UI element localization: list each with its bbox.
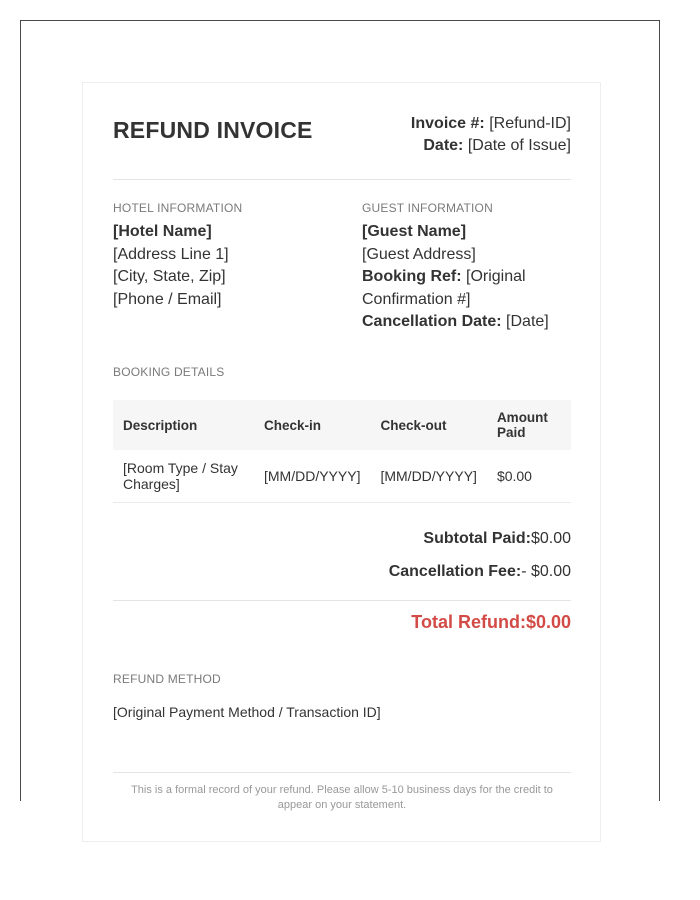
footer-text-line1: This is a formal record of your refund. Please allow 5-10 business days for the credit to [131, 784, 553, 796]
cancellation-date-line [362, 311, 571, 334]
invoice-date-value: [Date of Issue] [467, 137, 571, 154]
subtotal-label: Subtotal Paid: [423, 530, 531, 547]
guest-info-label: GUEST INFORMATION [362, 201, 493, 215]
booking-ref-line [362, 266, 571, 311]
refund-method-label: REFUND METHOD [113, 672, 221, 686]
header-check-out: Check-out [370, 400, 486, 450]
hotel-name: [Hotel Name] [113, 223, 212, 240]
row-check-in: [MM/DD/YYYY] [254, 450, 370, 503]
footer-divider [113, 772, 571, 773]
total-refund-line [411, 612, 571, 633]
hotel-contact: [Phone / Email] [113, 290, 222, 308]
refund-invoice-document [82, 82, 601, 842]
invoice-date-line [411, 135, 571, 157]
row-check-out: [MM/DD/YYYY] [370, 450, 486, 503]
header-divider [113, 179, 571, 180]
hotel-address: [Address Line 1] [113, 245, 229, 263]
cancellation-fee-label: Cancellation Fee: [388, 563, 522, 580]
footer-text-line2: appear on your statement. [277, 799, 407, 811]
invoice-number-value: [Refund-ID] [489, 115, 571, 132]
booking-table-header-row [113, 400, 571, 450]
booking-ref-label: Booking Ref: [362, 268, 462, 285]
guest-address: [Guest Address] [362, 245, 476, 263]
subtotal-value: $0.00 [530, 530, 571, 547]
cancellation-date-label: Cancellation Date: [362, 313, 502, 330]
guest-name: [Guest Name] [362, 223, 467, 240]
total-refund-label: Total Refund: [411, 612, 526, 632]
booking-table [113, 400, 571, 503]
hotel-info [113, 221, 333, 311]
cancellation-date-value: [Date] [506, 313, 549, 330]
booking-details-label: BOOKING DETAILS [113, 365, 225, 379]
hotel-city: [City, State, Zip] [113, 268, 226, 285]
subtotal-line [423, 530, 571, 548]
invoice-meta [411, 113, 571, 157]
footer-note [113, 783, 571, 813]
hotel-info-label: HOTEL INFORMATION [113, 201, 243, 215]
total-refund-value: $0.00 [525, 612, 571, 632]
header-amount-paid: Amount Paid [487, 400, 571, 450]
row-description: [Room Type / Stay Charges] [113, 450, 254, 503]
guest-info [362, 221, 571, 334]
row-amount-paid: $0.00 [487, 450, 571, 503]
booking-ref-value: [Original Confirmation #] [362, 268, 526, 308]
page-frame [20, 20, 660, 811]
totals-divider [113, 600, 571, 601]
invoice-number-line [411, 113, 571, 135]
cancellation-fee-line [389, 563, 571, 581]
invoice-date-label: Date: [423, 137, 464, 154]
refund-method-value: [Original Payment Method / Transaction ID] [113, 704, 381, 720]
table-row [113, 450, 571, 503]
invoice-title: REFUND INVOICE [113, 117, 313, 143]
invoice-number-label: Invoice #: [410, 115, 485, 132]
cancellation-fee-value: - $0.00 [521, 563, 571, 580]
header-check-in: Check-in [254, 400, 370, 450]
header-description: Description [113, 400, 254, 450]
